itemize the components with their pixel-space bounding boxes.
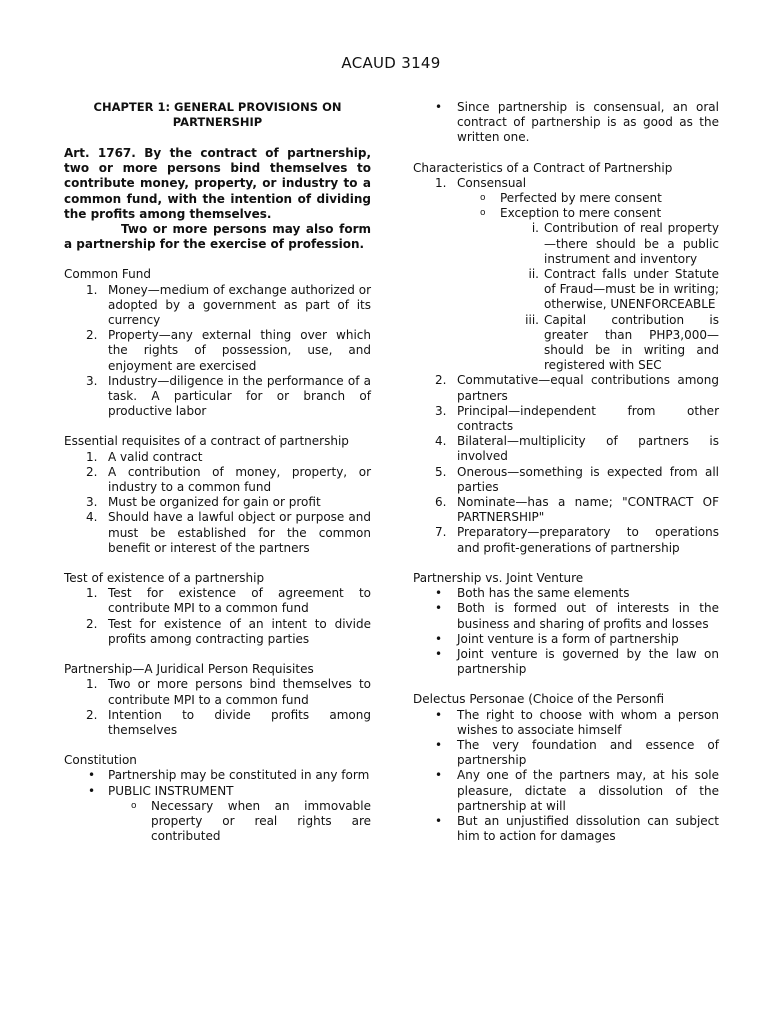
list-item: 3. Must be organized for gain or profit [86, 495, 321, 510]
list-item: 1. Money—medium of exchange authorized or adopted by a government as part of its currency [86, 282, 371, 328]
juridical-person-list [64, 677, 371, 738]
bullet-icon: • [435, 813, 443, 828]
bullet-icon: • [435, 601, 443, 616]
characteristics-list [413, 176, 719, 191]
list-item: • The very foundation and essence of partnership [435, 737, 719, 768]
common-fund-heading: Common Fund [64, 267, 151, 282]
list-item: 2. A contribution of money, property, or industry to a common fund [86, 464, 371, 495]
page-title: ACAUD 3149 [341, 54, 441, 72]
list-item: 2. Test for existence of an intent to divide profits among contracting parties [86, 616, 371, 646]
list-item: 4. Should have a lawful object or purpose and must be established for the common benefit or interest of the partners [86, 510, 371, 555]
list-item: • Joint venture is governed by the law on partnership [435, 646, 719, 677]
consensual-sub-list [413, 191, 719, 221]
list-item: 2. Intention to divide profits among themselves [86, 707, 371, 737]
list-item: • Joint venture is a form of partnership [435, 631, 679, 646]
list-item: 3. Industry—diligence in the performance of a task. A particular for or branch of productive labor [86, 373, 371, 419]
list-item: o Exception to mere consent [480, 206, 662, 221]
bullet-icon: • [435, 737, 443, 752]
bullet-icon: • [88, 768, 96, 783]
list-item: 5. Onerous—something is expected from all parties [435, 464, 719, 494]
exceptions-list [413, 221, 719, 373]
essential-requisites-heading: Essential requisites of a contract of partnership [64, 434, 349, 449]
bullet-icon: • [435, 100, 443, 114]
bullet-icon: • [435, 707, 443, 722]
list-item: 6. Nominate—has a name; "CONTRACT OF PARTNERSHIP" [435, 495, 719, 525]
list-item: • The right to choose with whom a person wishes to associate himself [435, 707, 719, 737]
list-item: • PUBLIC INSTRUMENT [88, 783, 234, 798]
test-of-existence-heading: Test of existence of a partnership [64, 571, 265, 586]
common-fund-list [64, 283, 371, 420]
test-of-existence-list [64, 586, 371, 647]
list-item: 1. Consensual [435, 175, 527, 190]
list-item: • Both is formed out of interests in the business and sharing of profits and losses [435, 601, 719, 631]
list-item: 1. Test for existence of agreement to contribute MPI to a common fund [86, 586, 371, 616]
joint-venture-list [413, 586, 719, 677]
characteristics-heading: Characteristics of a Contract of Partnership [413, 160, 673, 175]
left-column [64, 100, 371, 844]
list-item: • But an unjustified dissolution can subject him to action for damages [435, 813, 719, 844]
circle-bullet-icon: o [480, 208, 486, 219]
constitution-list [64, 768, 371, 798]
list-item: 4. Bilateral—multiplicity of partners is involved [435, 434, 719, 464]
list-item: 2. Property—any external thing over which the rights of possession, use, and enjoyment are exercised [86, 328, 371, 373]
bullet-icon: • [435, 768, 443, 783]
list-item: • Any one of the partners may, at his sole pleasure, dictate a dissolution of the partnership at will [435, 768, 719, 813]
list-item: 1. A valid contract [86, 449, 203, 464]
list-item: o Necessary when an immovable property or real rights are contributed [131, 798, 371, 844]
list-item: • Partnership may be constituted in any form [88, 768, 370, 783]
bullet-icon: • [435, 631, 443, 646]
list-item: ii. Contract falls under Statute of Fraud—must be in writing; otherwise, UNENFORCEABLE [528, 267, 719, 312]
list-item: o Perfected by mere consent [480, 191, 662, 206]
list-item: 1. Two or more persons bind themselves to contribute MPI to a common fund [86, 677, 371, 707]
chapter-heading: CHAPTER 1: GENERAL PROVISIONS ON PARTNERSHIP [93, 100, 342, 129]
list-item: 2. Commutative—equal contributions among partners [435, 373, 719, 403]
characteristics-list-continued [413, 373, 719, 555]
bullet-icon: • [435, 586, 443, 601]
consensual-note-list [413, 100, 719, 146]
circle-bullet-icon: o [131, 800, 137, 811]
essential-requisites-list [64, 450, 371, 556]
delectus-personae-heading: Delectus Personae (Choice of the Personfi [413, 692, 665, 707]
list-item: • Both has the same elements [435, 586, 630, 601]
article-1767: Art. 1767. By the contract of partnership, two or more persons bind themselves to contribute money, property, or industry to a common fund, with the intention of dividing the profits among themselves. [64, 146, 371, 221]
list-item: 3. Principal—independent from other contracts [435, 403, 719, 434]
joint-venture-heading: Partnership vs. Joint Venture [413, 570, 584, 585]
juridical-person-heading: Partnership—A Juridical Person Requisites [64, 662, 314, 677]
bullet-icon: • [435, 646, 443, 661]
list-item: iii. Capital contribution is greater than PHP3,000— should be in writing and registered with SEC [525, 312, 719, 373]
delectus-personae-list [413, 708, 719, 845]
bullet-icon: • [88, 783, 96, 798]
circle-bullet-icon: o [480, 193, 486, 204]
constitution-heading: Constitution [64, 753, 137, 768]
list-item: i. Contribution of real property —there should be a public instrument and inventory [531, 221, 719, 266]
article-1767-second-paragraph: Two or more persons may also form a partnership for the exercise of profession. [64, 222, 371, 252]
list-item: 7. Preparatory—preparatory to operations and profit-generations of partnership [435, 525, 719, 555]
list-item: • Since partnership is consensual, an oral contract of partnership is as good as the written one. [435, 100, 719, 145]
right-column [413, 100, 719, 844]
constitution-sub-list [64, 799, 371, 845]
